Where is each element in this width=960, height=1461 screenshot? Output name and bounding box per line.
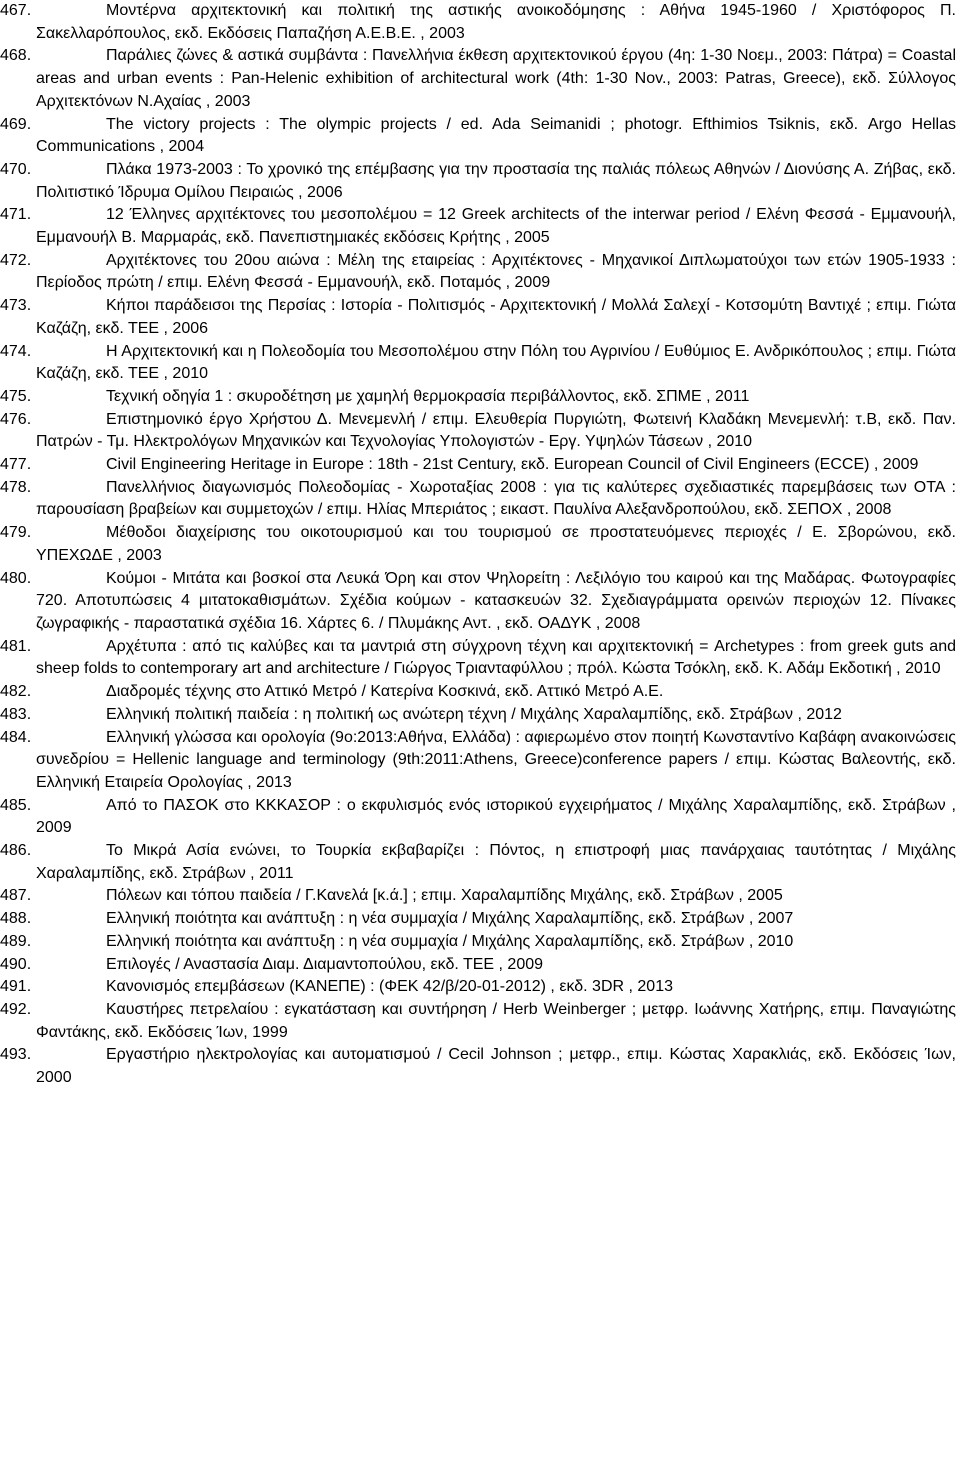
entry-text: Αρχιτέκτονες του 20ου αιώνα : Μέλη της εταιρείας : Αρχιτέκτονες - Μηχανικοί Διπλωματούχοι των ετών 1905-1933 : Περίοδος πρώτη / επιμ. Ελένη Φεσσά - Εμμανουήλ, εκδ. Ποταμός , 2009 — [36, 251, 956, 292]
list-item — [0, 908, 956, 931]
entry-text: Από το ΠΑΣΟΚ στο ΚΚΚΑΣΟΡ : ο εκφυλισμός ενός ιστορικού εγχειρήματος / Μιχάλης Χαραλαμπίδης, εκδ. Στράβων , 2009 — [36, 796, 956, 837]
list-item — [0, 45, 956, 113]
entry-text: Κούμοι - Μιτάτα και βοσκοί στα Λευκά Όρη και στον Ψηλορείτη : Λεξιλόγιο του καιρού και της Μαδάρας. Φωτογραφίες 720. Αποτυπώσεις 4 μιτατοκαθισμάτων. Σχέδια κούμων - κατασκευών 32. Σχεδιαγράμματα ορεινών περιοχών 12. Πίνακες ζωγραφικής - παραστατικά σχέδια 16. Χάρτες 6. / Πλυμάκης Αντ. , εκδ. ΟΑΔΥΚ , 2008 — [36, 569, 956, 632]
entry-number: 472. — [0, 251, 32, 269]
list-item — [0, 295, 956, 340]
list-item — [0, 454, 956, 477]
entry-number: 474. — [0, 342, 32, 360]
entry-number: 488. — [0, 910, 32, 928]
entry-text: Η Αρχιτεκτονική και η Πολεοδομία του Μεσοπολέμου στην Πόλη του Αγρινίου / Ευθύμιος Ε. Ανδρικόπουλος ; επιμ. Γιώτα Καζάζη, εκδ. ΤΕΕ , 2010 — [36, 342, 956, 383]
list-item — [0, 795, 956, 840]
entry-text: Επιλογές / Αναστασία Διαμ. Διαμαντοπούλου, εκδ. ΤΕΕ , 2009 — [106, 955, 544, 973]
entry-number: 475. — [0, 387, 32, 405]
list-item — [0, 159, 956, 204]
list-item — [0, 1044, 956, 1089]
entry-text: Μέθοδοι διαχείρισης του οικοτουρισμού και του τουρισμού σε προστατευόμενες περιοχές / Ε. Σβορώνου, εκδ. ΥΠΕΧΩΔΕ , 2003 — [36, 524, 956, 564]
list-item — [0, 636, 956, 681]
entry-text: Civil Engineering Heritage in Europe : 18th - 21st Century, εκδ. European Council of Civil Engineers (ECCE) , 2009 — [106, 456, 919, 474]
list-item — [0, 568, 956, 636]
entry-text: Ελληνική πολιτική παιδεία : η πολιτική ως ανώτερη τέχνη / Μιχάλης Χαραλαμπίδης, εκδ. Στράβων , 2012 — [106, 705, 842, 723]
entry-text: Κανονισμός επεμβάσεων (ΚΑΝΕΠΕ) : (ΦΕΚ 42/β/20-01-2012) , εκδ. 3DR , 2013 — [106, 978, 673, 996]
list-item — [0, 0, 956, 45]
list-item — [0, 999, 956, 1044]
entry-number: 470. — [0, 160, 32, 178]
entry-number: 479. — [0, 524, 32, 542]
entry-text: The victory projects : The olympic projects / ed. Ada Seimanidi ; photogr. Efthimios Tsiknis, εκδ. Argo Hellas Communications , 2004 — [36, 115, 956, 156]
entry-number: 491. — [0, 978, 32, 996]
list-item — [0, 114, 956, 159]
entry-number: 485. — [0, 796, 32, 814]
entry-number: 476. — [0, 410, 32, 428]
entry-text: Πανελλήνιος διαγωνισμός Πολεοδομίας - Χωροταξίας 2008 : για τις καλύτερες σχεδιαστικές παρεμβάσεις των ΟΤΑ : παρουσίαση βραβείων και συμμετοχών / επιμ. Ηλίας Μπεριάτος ; εικαστ. Παυλίνα Αλεξανδροπούλου, εκδ. ΣΕΠΟΧ , 2008 — [36, 478, 956, 519]
entry-number: 487. — [0, 887, 32, 905]
list-item — [0, 681, 956, 704]
entry-text: Διαδρομές τέχνης στο Αττικό Μετρό / Κατερίνα Κοσκινά, εκδ. Αττικό Μετρό Α.Ε. — [106, 683, 664, 701]
entry-number: 469. — [0, 115, 32, 133]
entry-text: Πόλεων και τόπου παιδεία / Γ.Κανελά [κ.ά.] ; επιμ. Χαραλαμπίδης Μιχάλης, εκδ. Στράβων , 2005 — [106, 887, 783, 905]
entry-number: 484. — [0, 728, 32, 746]
entry-number: 492. — [0, 1000, 32, 1018]
list-item — [0, 976, 956, 999]
entry-text: Ελληνική γλώσσα και ορολογία (9ο:2013:Αθήνα, Ελλάδα) : αφιερωμένο στον ποιητή Κωνσταντίνο Καβάφη ανακοινώσεις συνεδρίου = Hellenic language and terminology (9th:2011:Athens, Greece)conference papers / επιμ. Κώστας Βαλεοντής, εκδ. Ελληνική Εταιρεία Ορολογίας , 2013 — [36, 728, 957, 791]
list-item — [0, 250, 956, 295]
entry-text: Αρχέτυπα : από τις καλύβες και τα μαντριά στη σύγχρονη τέχνη και αρχιτεκτονική = Archetypes : from greek guts and sheep folds to contemporary art and architecture / Γιώργος Τριανταφύλλου ; πρόλ. Κώστα Τσόκλη, εκδ. Κ. Αδάμ Εκδοτική , 2010 — [36, 637, 956, 678]
entry-number: 467. — [0, 2, 32, 19]
entry-text: Τεχνική οδηγία 1 : σκυροδέτηση με χαμηλή θερμοκρασία περιβάλλοντος, εκδ. ΣΠΜΕ , 2011 — [106, 387, 750, 405]
list-item — [0, 885, 956, 908]
list-item — [0, 477, 956, 522]
entry-text: 12 Έλληνες αρχιτέκτονες του μεσοπολέμου = 12 Greek architects of the interwar period / Ελένη Φεσσά - Εμμανουήλ, Εμμανουήλ Β. Μαρμαράς, εκδ. Πανεπιστημιακές εκδόσεις Κρήτης , 2005 — [36, 206, 956, 247]
entry-text: Κήποι παράδεισοι της Περσίας : Ιστορία - Πολιτισμός - Αρχιτεκτονική / Μολλά Σαλεχί - Κοτσομύτη Βαντιχέ ; επιμ. Γιώτα Καζάζη, εκδ. ΤΕΕ , 2006 — [36, 297, 956, 337]
entry-number: 489. — [0, 932, 32, 950]
entry-number: 480. — [0, 569, 32, 587]
entry-number: 473. — [0, 297, 32, 315]
entry-number: 482. — [0, 683, 32, 701]
list-item — [0, 727, 957, 795]
entry-number: 481. — [0, 637, 32, 655]
list-item — [0, 386, 956, 409]
entry-text: Εργαστήριο ηλεκτρολογίας και αυτοματισμού / Cecil Johnson ; μετφρ., επιμ. Κώστας Χαρακλιάς, εκδ. Εκδόσεις Ίων, 2000 — [36, 1046, 956, 1087]
entry-text: Μοντέρνα αρχιτεκτονική και πολιτική της αστικής ανοικοδόμησης : Αθήνα 1945-1960 / Χριστόφορος Π. Σακελλαρόπουλος, εκδ. Εκδόσεις Παπαζήση Α.Ε.Β.Ε. , 2003 — [36, 2, 956, 42]
entry-number: 483. — [0, 705, 32, 723]
entry-number: 471. — [0, 206, 32, 224]
entry-number: 468. — [0, 47, 32, 65]
entry-number: 477. — [0, 456, 32, 474]
entry-number: 493. — [0, 1046, 32, 1064]
list-item — [0, 409, 956, 454]
entry-number: 490. — [0, 955, 32, 973]
entry-text: Το Μικρά Ασία ενώνει, το Τουρκία εκβαβαρίζει : Πόντος, η επιστροφή μιας πανάρχαιας ταυτότητας / Μιχάλης Χαραλαμπίδης, εκδ. Στράβων , 2011 — [36, 842, 956, 882]
list-item — [0, 931, 956, 954]
list-item — [0, 704, 956, 727]
entry-text: Παράλιες ζώνες & αστικά συμβάντα : Πανελλήνια έκθεση αρχιτεκτονικού έργου (4η: 1-30 Νοεμ., 2003: Πάτρα) = Coastal areas and urban events : Pan-Helenic exhibition of architectural work (4th: 1-30 Nov., 2003: Patras, Greece), εκδ. Σύλλογος Αρχιτεκτόνων Ν.Αχαίας , 2003 — [36, 47, 956, 110]
list-item — [0, 522, 956, 567]
entry-text: Καυστήρες πετρελαίου : εγκατάσταση και συντήρηση / Herb Weinberger ; μετφρ. Ιωάννης Χατήρης, επιμ. Παναγιώτης Φαντάκης, εκδ. Εκδόσεις Ίων, 1999 — [36, 1000, 956, 1041]
list-item — [0, 954, 956, 977]
entry-text: Ελληνική ποιότητα και ανάπτυξη : η νέα συμμαχία / Μιχάλης Χαραλαμπίδης, εκδ. Στράβων , 2010 — [106, 932, 794, 950]
list-item — [0, 341, 956, 386]
entry-text: Επιστημονικό έργο Χρήστου Δ. Μενεμενλή / επιμ. Ελευθερία Πυργιώτη, Φωτεινή Κλαδάκη Μενεμενλή: τ.Β, εκδ. Παν. Πατρών - Τμ. Ηλεκτρολόγων Μηχανικών και Τεχνολογίας Υπολογιστών - Εργ. Υψηλών Τάσεων , 2010 — [36, 410, 956, 451]
entry-number: 478. — [0, 478, 32, 496]
entry-number: 486. — [0, 842, 32, 860]
list-item — [0, 840, 956, 885]
list-item — [0, 204, 956, 249]
entry-text: Πλάκα 1973-2003 : Το χρονικό της επέμβασης για την προστασία της παλιάς πόλεως Αθηνών / Διονύσης Α. Ζήβας, εκδ. Πολιτιστικό Ίδρυμα Ομίλου Πειραιώς , 2006 — [36, 160, 956, 201]
entry-text: Ελληνική ποιότητα και ανάπτυξη : η νέα συμμαχία / Μιχάλης Χαραλαμπίδης, εκδ. Στράβων , 2007 — [106, 910, 794, 928]
